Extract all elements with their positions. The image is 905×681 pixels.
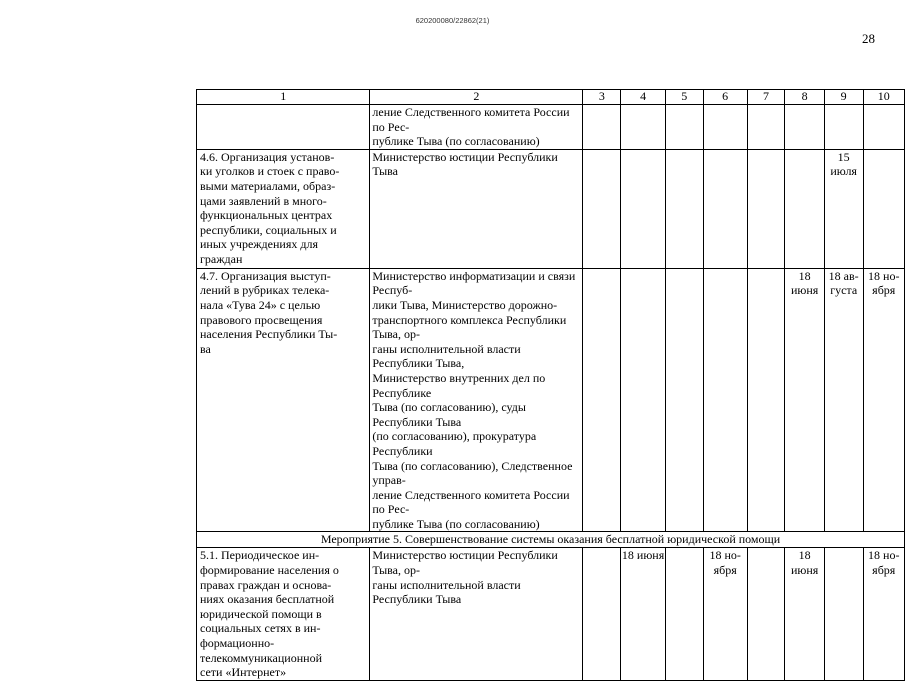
date-cell: 18 июня [785,548,824,681]
col-header-10: 10 [863,90,905,105]
section-row [197,532,905,548]
date-cell [863,149,905,268]
date-cell [583,149,621,268]
date-cell: 18 но- ября [863,548,905,681]
date-cell [665,105,703,150]
activity-cell: 4.6. Организация установ- ки уголков и стоек с право- выми материалами, образ- цами заявлений в много- функциональных центрах республики, социальных и иных учреждениях для граждан [197,149,370,268]
date-cell [703,149,747,268]
table-row [197,548,905,681]
activity-cell: 4.7. Организация выступ- лений в рубриках телека- нала «Тува 24» с целью правового просвещения населения Республики Ты- ва [197,268,370,532]
date-cell [665,548,703,681]
date-cell [824,105,863,150]
date-cell [747,105,785,150]
col-header-9: 9 [824,90,863,105]
col-header-5: 5 [665,90,703,105]
date-cell: 18 июня [785,268,824,532]
date-cell [824,548,863,681]
table-row [197,268,905,532]
date-cell [621,149,666,268]
date-cell: 18 но- ября [703,548,747,681]
date-cell [747,149,785,268]
table-row [197,149,905,268]
section-title: Мероприятие 5. Совершенствование системы оказания бесплатной юридической помощи [197,532,905,548]
date-cell [665,268,703,532]
col-header-8: 8 [785,90,824,105]
col-header-1: 1 [197,90,370,105]
date-cell [785,105,824,150]
executor-cell: ление Следственного комитета России по Рес- публике Тыва (по согласованию) [370,105,583,150]
header-row [197,90,905,105]
date-cell [747,268,785,532]
executor-cell: Министерство информатизации и связи Респуб- лики Тыва, Министерство дорожно- транспортного комплекса Республики Тыва, ор- ганы исполнительной власти Республики Тыва, Министерство внутренних дел по Республике Тыва (по согласованию), суды Республики Тыва (по согласованию), прокуратура Республики Тыва (по согласованию), Следственное управ- ление Следственного комитета России по Рес- публике Тыва (по согласованию) [370,268,583,532]
date-cell [785,149,824,268]
col-header-2: 2 [370,90,583,105]
executor-cell: Министерство юстиции Республики Тыва [370,149,583,268]
page-number: 28 [862,31,875,46]
col-header-3: 3 [583,90,621,105]
table-row [197,105,905,150]
date-cell: 18 ав- густа [824,268,863,532]
date-cell [621,268,666,532]
date-cell [665,149,703,268]
activity-cell: 5.1. Периодическое ин- формирование населения о правах граждан и основа- ниях оказания бесплатной юридической помощи в социальных сетях в ин- формационно- телекоммуникационной сети «Интернет» [197,548,370,681]
date-cell [703,105,747,150]
date-cell [621,105,666,150]
schedule-table [196,89,905,681]
col-header-4: 4 [621,90,666,105]
date-cell: 15 июля [824,149,863,268]
date-cell: 18 июня [621,548,666,681]
date-cell [583,105,621,150]
executor-cell: Министерство юстиции Республики Тыва, ор- ганы исполнительной власти Республики Тыва [370,548,583,681]
activity-cell [197,105,370,150]
col-header-7: 7 [747,90,785,105]
date-cell [747,548,785,681]
document-code: 620200080/22862(21) [415,16,490,25]
date-cell [583,268,621,532]
date-cell [703,268,747,532]
col-header-6: 6 [703,90,747,105]
date-cell: 18 но- ября [863,268,905,532]
date-cell [583,548,621,681]
date-cell [863,105,905,150]
